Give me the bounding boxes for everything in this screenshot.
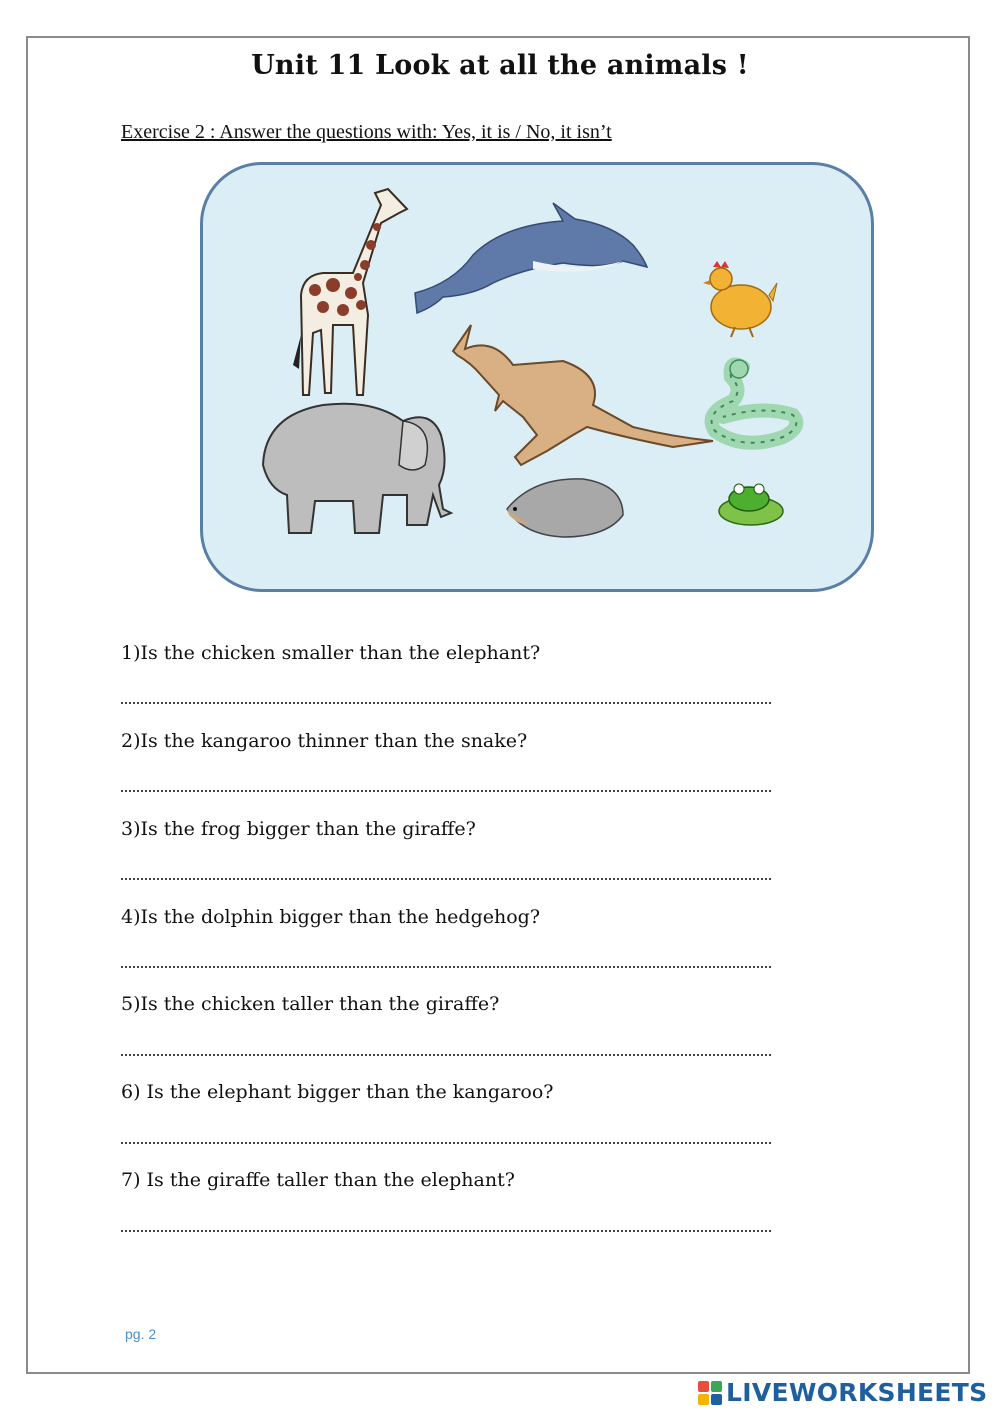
answer-input-3[interactable] [121,850,775,878]
exercise-instruction: Exercise 2 : Answer the questions with: Yes, it is / No, it isn’t [121,121,612,143]
answer-line-5 [121,1054,771,1056]
question-3: 3)Is the frog bigger than the giraffe? [121,818,476,840]
frog-icon [719,484,783,525]
answer-input-4[interactable] [121,938,775,966]
question-5: 5)Is the chicken taller than the giraffe? [121,993,500,1015]
answer-line-3 [121,878,771,880]
question-7: 7) Is the giraffe taller than the elephant? [121,1169,515,1191]
answer-line-1 [121,702,771,704]
question-2: 2)Is the kangaroo thinner than the snake? [121,730,528,752]
answer-input-6[interactable] [121,1114,775,1142]
hedgehog-icon [507,479,623,537]
chicken-icon [703,261,777,337]
answer-input-1[interactable] [121,674,775,702]
answer-line-2 [121,790,771,792]
liveworksheets-brand[interactable] [698,1378,987,1407]
dolphin-icon [415,203,647,313]
answer-line-4 [121,966,771,968]
brand-name: LIVEWORKSHEETS [726,1378,988,1407]
worksheet-title: Unit 11 Look at all the animals ! [251,50,749,81]
giraffe-icon [293,189,407,395]
answer-input-7[interactable] [121,1202,775,1230]
page-number: pg. 2 [125,1326,157,1342]
liveworksheets-logo-icon [698,1381,722,1405]
question-6: 6) Is the elephant bigger than the kangaroo? [121,1081,554,1103]
answer-line-6 [121,1142,771,1144]
answer-line-7 [121,1230,771,1232]
answer-input-2[interactable] [121,762,775,790]
elephant-icon [263,404,451,533]
animals-picture [200,162,874,592]
snake-icon [712,360,797,443]
question-4: 4)Is the dolphin bigger than the hedgehog? [121,906,541,928]
kangaroo-icon [453,325,713,465]
question-1: 1)Is the chicken smaller than the elephant? [121,642,541,664]
answer-input-5[interactable] [121,1026,775,1054]
